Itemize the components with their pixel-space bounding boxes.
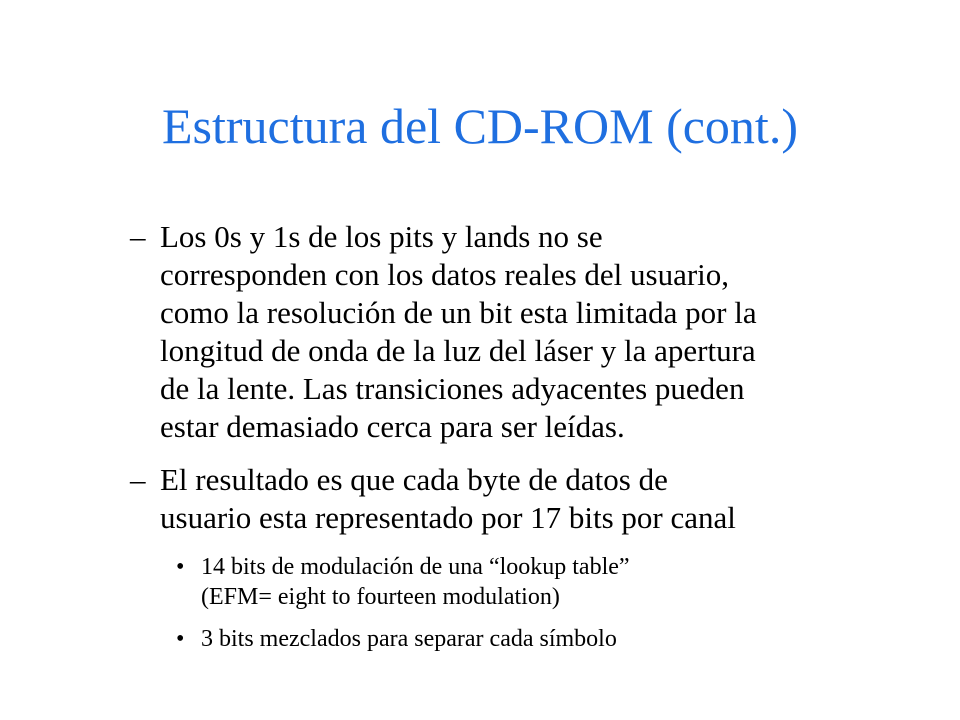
text-line: 3 bits mezclados para separar cada símbolo: [201, 626, 617, 652]
text-line: usuario esta representado por 17 bits por canal: [160, 500, 736, 535]
slide-content: [130, 218, 920, 666]
bullet-point-2: [130, 461, 920, 537]
slide-title: Estructura del CD-ROM (cont.): [162, 98, 798, 154]
text-line: como la resolución de un bit esta limitada por la: [160, 295, 757, 330]
text-line: estar demasiado cerca para ser leídas.: [160, 409, 625, 444]
text-line: (EFM= eight to fourteen modulation): [201, 584, 560, 610]
sub-bullet-list: [176, 552, 920, 654]
sub-bullet-2: [176, 624, 920, 654]
bullet-point-1: [130, 218, 920, 446]
dash-marker: –: [130, 219, 146, 254]
text-line: El resultado es que cada byte de datos de: [160, 462, 668, 497]
text-line: corresponden con los datos reales del usuario,: [160, 257, 730, 292]
bullet-marker: •: [176, 626, 185, 652]
text-line: de la lente. Las transiciones adyacentes pueden: [160, 371, 745, 406]
text-line: longitud de onda de la luz del láser y la apertura: [160, 333, 756, 368]
dash-marker: –: [130, 462, 146, 497]
sub-bullet-1: [176, 552, 920, 612]
bullet-marker: •: [176, 554, 185, 580]
text-line: Los 0s y 1s de los pits y lands no se: [160, 219, 603, 254]
text-line: 14 bits de modulación de una “lookup table”: [201, 554, 630, 580]
